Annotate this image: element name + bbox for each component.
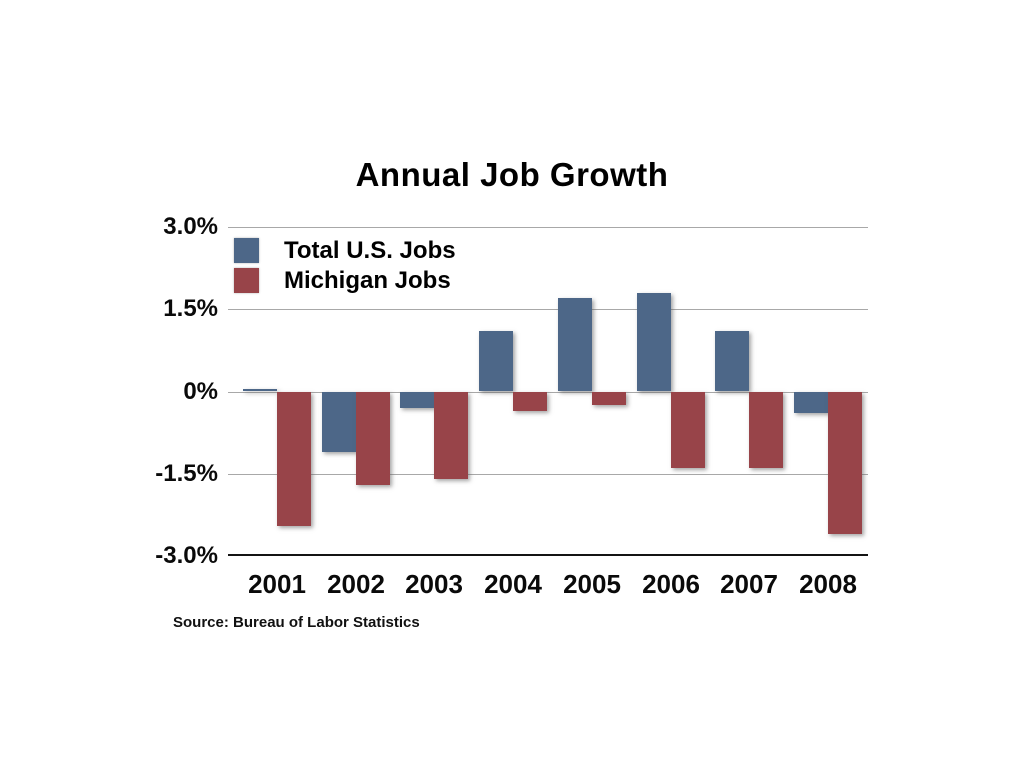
bar-2004-us: [479, 331, 513, 391]
gridline-1.5%: [228, 309, 868, 310]
x-tick-label-2007: 2007: [720, 569, 778, 599]
bar-2007-michigan: [749, 392, 783, 469]
chart-title: Annual Job Growth: [355, 156, 669, 193]
legend-label-us: Total U.S. Jobs: [284, 236, 456, 264]
source-note: Source: Bureau of Labor Statistics: [173, 614, 420, 631]
bar-2004-michigan: [513, 392, 547, 411]
x-tick-label-2005: 2005: [563, 569, 621, 599]
legend-item-us: [234, 238, 456, 263]
y-tick-label--1.5%: -1.5%: [155, 459, 218, 487]
y-tick-label--3.0%: -3.0%: [155, 542, 218, 569]
bar-2006-us: [637, 293, 671, 392]
legend-swatch-michigan-icon: [234, 268, 259, 293]
plot-area: [228, 227, 868, 556]
gridline--1.5%: [228, 474, 868, 475]
y-tick-label-0%: 0%: [183, 377, 218, 405]
x-tick-label-2008: 2008: [799, 569, 857, 599]
bar-2005-michigan: [592, 392, 626, 406]
bar-2003-us: [400, 392, 434, 408]
legend-swatch-us-icon: [234, 238, 259, 263]
legend-item-michigan: [234, 268, 456, 293]
legend-label-michigan: Michigan Jobs: [284, 266, 451, 294]
x-tick-label-2006: 2006: [642, 569, 700, 599]
x-axis-line: [228, 554, 868, 556]
bar-2008-michigan: [828, 392, 862, 535]
legend: [234, 238, 456, 298]
bar-2001-us: [243, 389, 277, 392]
y-tick-label-3.0%: 3.0%: [163, 213, 218, 240]
bar-2005-us: [558, 298, 592, 391]
bar-2008-us: [794, 392, 828, 414]
x-tick-label-2004: 2004: [484, 569, 542, 599]
bar-2002-us: [322, 392, 356, 452]
x-tick-label-2002: 2002: [327, 569, 385, 599]
y-tick-label-1.5%: 1.5%: [163, 295, 218, 323]
gridline-3.0%: [228, 227, 868, 228]
bar-2002-michigan: [356, 392, 390, 485]
x-tick-label-2003: 2003: [405, 569, 463, 599]
bar-2007-us: [715, 331, 749, 391]
bar-2001-michigan: [277, 392, 311, 526]
bar-2003-michigan: [434, 392, 468, 480]
x-tick-label-2001: 2001: [248, 569, 306, 599]
bar-2006-michigan: [671, 392, 705, 469]
